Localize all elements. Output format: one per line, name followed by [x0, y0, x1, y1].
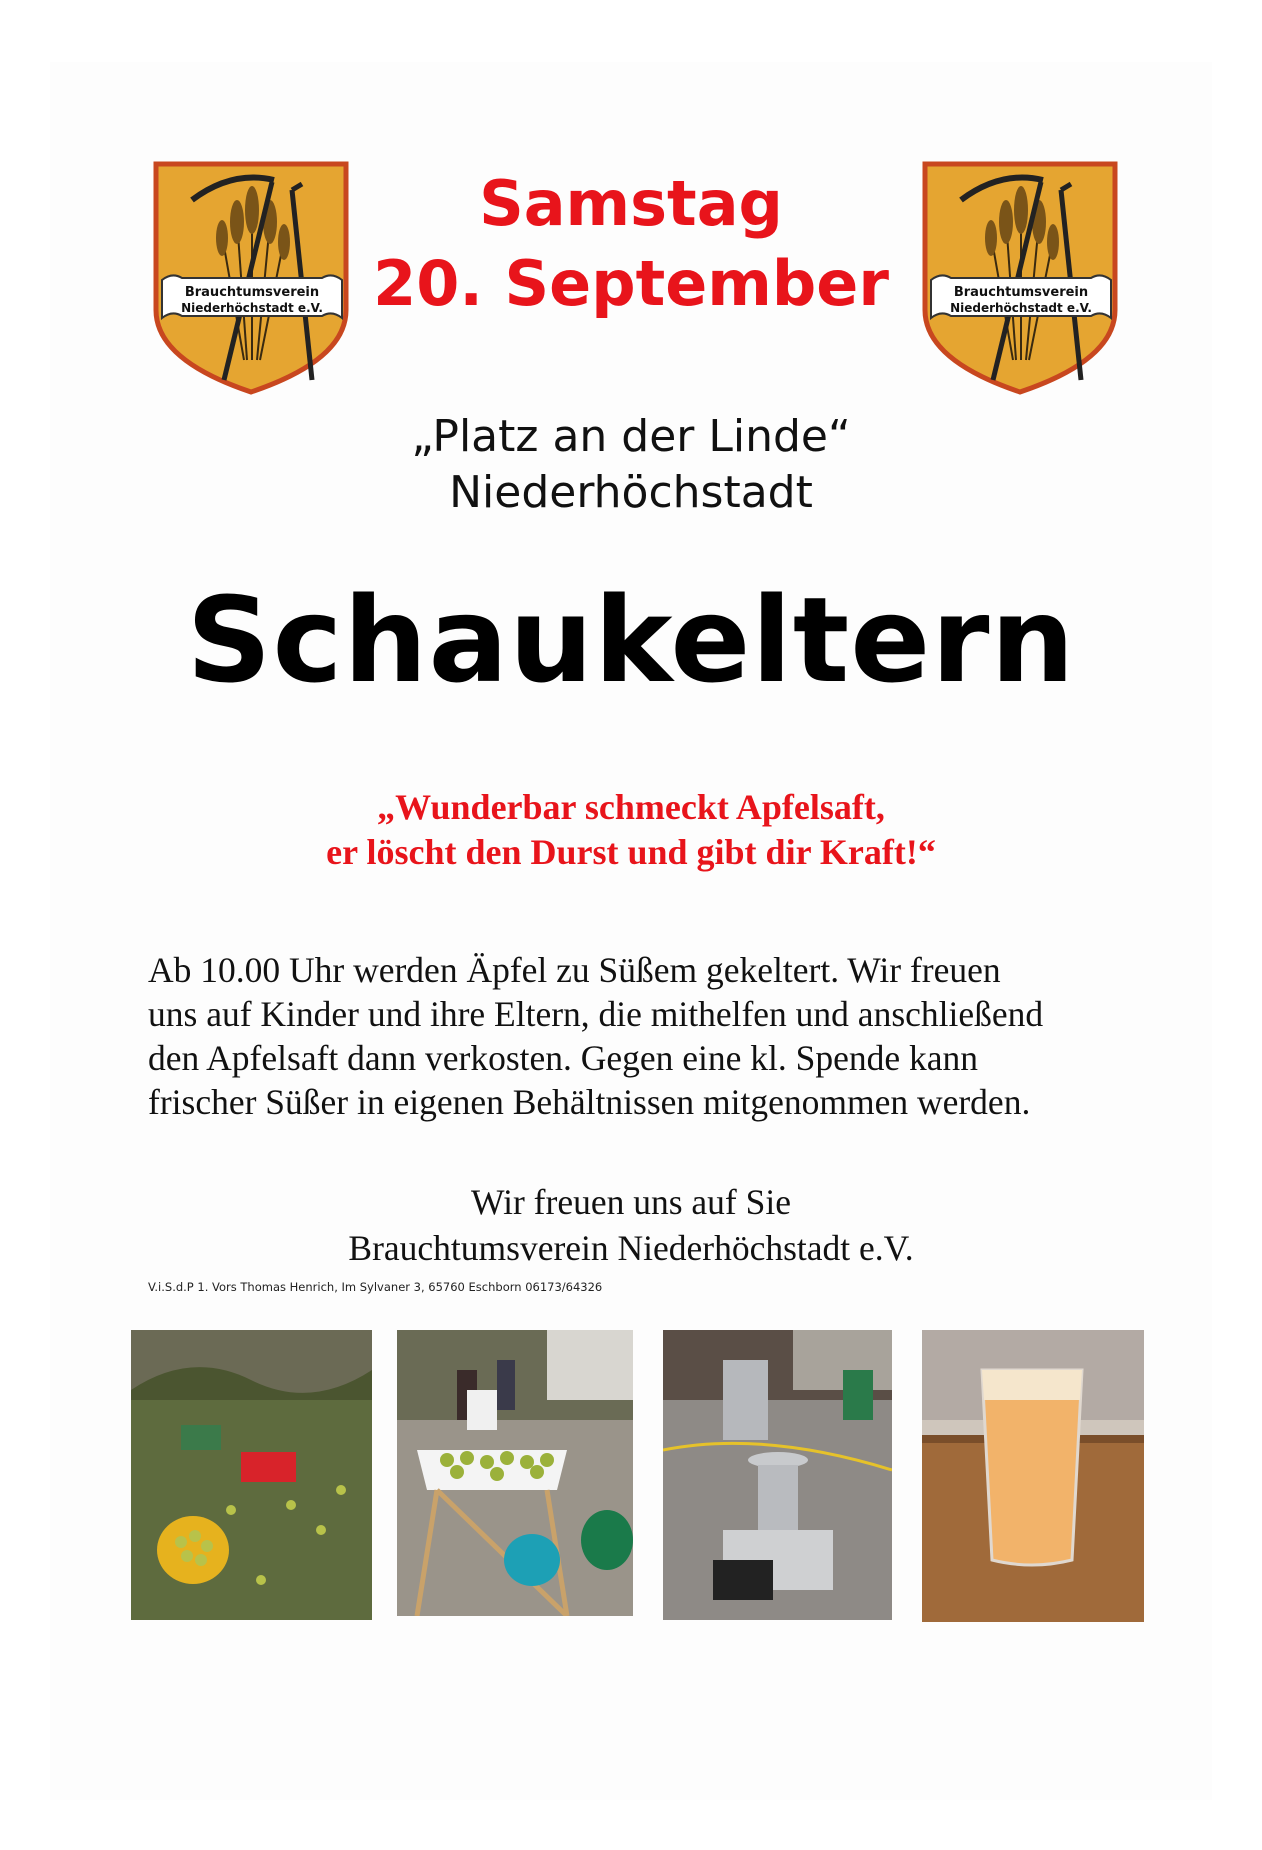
fruit-press-photo-icon [663, 1330, 892, 1620]
slogan-line-1: „Wunderbar schmeckt Apfelsaft, [377, 787, 885, 827]
event-date: 20. September [373, 247, 889, 320]
juice-glass-photo-icon [922, 1330, 1144, 1622]
description-line: Ab 10.00 Uhr werden Äpfel zu Süßem gekeltert. Wir freuen [148, 950, 1001, 990]
venue-town: Niederhöchstadt [449, 467, 813, 518]
photo-fruit-press [663, 1330, 892, 1620]
description-line: frischer Süßer in eigenen Behältnissen mitgenommen werden. [148, 1082, 1031, 1122]
closing-greeting: Wir freuen uns auf Sie [471, 1182, 791, 1222]
photo-apples-on-grass [131, 1330, 372, 1620]
photo-juice-glass [922, 1330, 1144, 1622]
apples-on-grass-photo-icon [131, 1330, 372, 1620]
slogan-line-2: er löscht den Durst und gibt dir Kraft!“ [326, 832, 936, 872]
event-description [148, 948, 1148, 1124]
photo-apples-in-tub [397, 1330, 633, 1616]
apples-in-tub-photo-icon [397, 1330, 633, 1616]
closing-signature: Brauchtumsverein Niederhöchstadt e.V. [348, 1228, 914, 1268]
venue-name: „Platz an der Linde“ [411, 411, 851, 462]
crest-text-1: Brauchtumsverein [184, 285, 320, 300]
event-title: Schaukeltern [186, 571, 1076, 709]
description-line: den Apfelsaft dann verkosten. Gegen eine kl. Spende kann [148, 1038, 979, 1078]
crest-text-2: Niederhöchstadt e.V. [181, 301, 323, 315]
description-line: uns auf Kinder und ihre Eltern, die mithelfen und anschließend [148, 994, 1044, 1034]
crest-text-1: Brauchtumsverein [953, 285, 1089, 300]
event-day: Samstag [479, 167, 783, 240]
imprint: V.i.S.d.P 1. Vors Thomas Henrich, Im Sylvaner 3, 65760 Eschborn 06173/64326 [148, 1280, 603, 1294]
crest-text-2: Niederhöchstadt e.V. [950, 301, 1092, 315]
